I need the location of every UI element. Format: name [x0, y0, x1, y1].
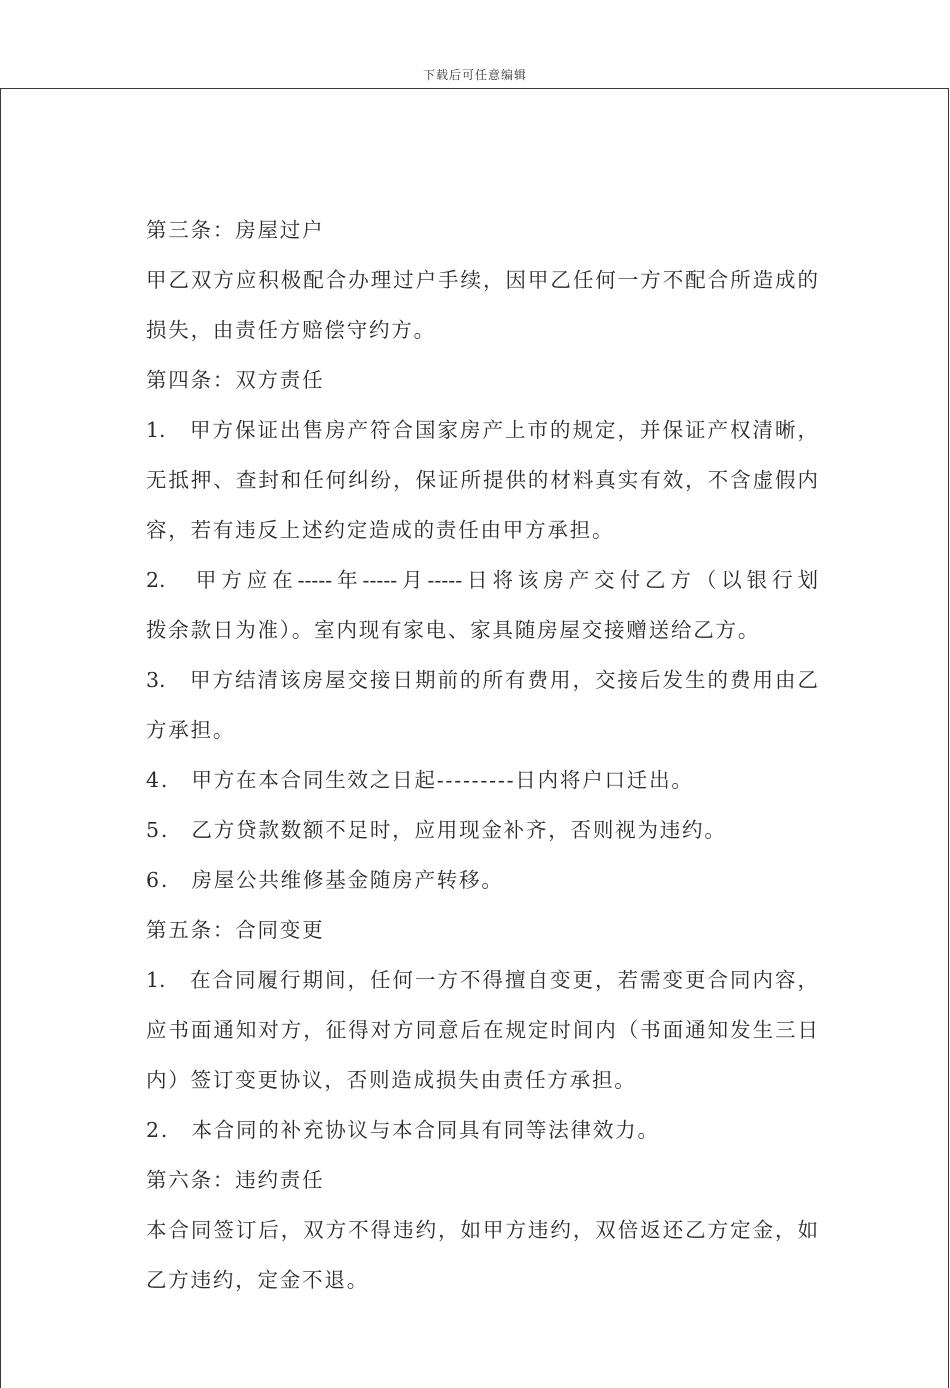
body-line: 1. 在合同履行期间，任何一方不得擅自变更，若需变更合同内容， — [146, 968, 818, 992]
section-heading-4: 第四条：双方责任 — [146, 368, 325, 392]
body-line: 5. 乙方贷款数额不足时，应用现金补齐，否则视为违约。 — [146, 818, 727, 842]
section-heading-5: 第五条：合同变更 — [146, 918, 325, 942]
body-line: 应书面通知对方，征得对方同意后在规定时间内（书面通知发生三日 — [146, 1018, 818, 1042]
body-line: 无抵押、查封和任何纠纷，保证所提供的材料真实有效，不含虚假内 — [146, 468, 818, 492]
body-line: 3. 甲方结清该房屋交接日期前的所有费用，交接后发生的费用由乙 — [146, 668, 818, 692]
body-line: 1. 甲方保证出售房产符合国家房产上市的规定，并保证产权清晰， — [146, 418, 818, 442]
body-line: 内）签订变更协议，否则造成损失由责任方承担。 — [146, 1068, 637, 1092]
section-heading-3: 第三条：房屋过户 — [146, 218, 325, 242]
body-line: 乙方违约，定金不退。 — [146, 1268, 369, 1292]
body-line: 容，若有违反上述约定造成的责任由甲方承担。 — [146, 518, 615, 542]
page-header: 下载后可任意编辑 — [422, 68, 527, 82]
body-line: 甲乙双方应积极配合办理过户手续，因甲乙任何一方不配合所造成的 — [146, 268, 818, 292]
body-line: 拨余款日为准）。室内现有家电、家具随房屋交接赠送给乙方。 — [146, 618, 761, 642]
body-line: 4. 甲方在本合同生效之日起---------日内将户口迁出。 — [146, 768, 694, 792]
body-line: 2. 本合同的补充协议与本合同具有同等法律效力。 — [146, 1118, 660, 1142]
body-line: 本合同签订后，双方不得违约，如甲方违约，双倍返还乙方定金，如 — [146, 1218, 818, 1242]
section-heading-6: 第六条：违约责任 — [146, 1168, 325, 1192]
body-line: 方承担。 — [146, 718, 236, 742]
body-line: 6. 房屋公共维修基金随房产转移。 — [146, 868, 504, 892]
body-line: 2. 甲方应在-----年-----月-----日将该房产交付乙方（以银行划 — [146, 568, 818, 592]
body-line: 损失，由责任方赔偿守约方。 — [146, 318, 436, 342]
document-body — [146, 205, 818, 1305]
